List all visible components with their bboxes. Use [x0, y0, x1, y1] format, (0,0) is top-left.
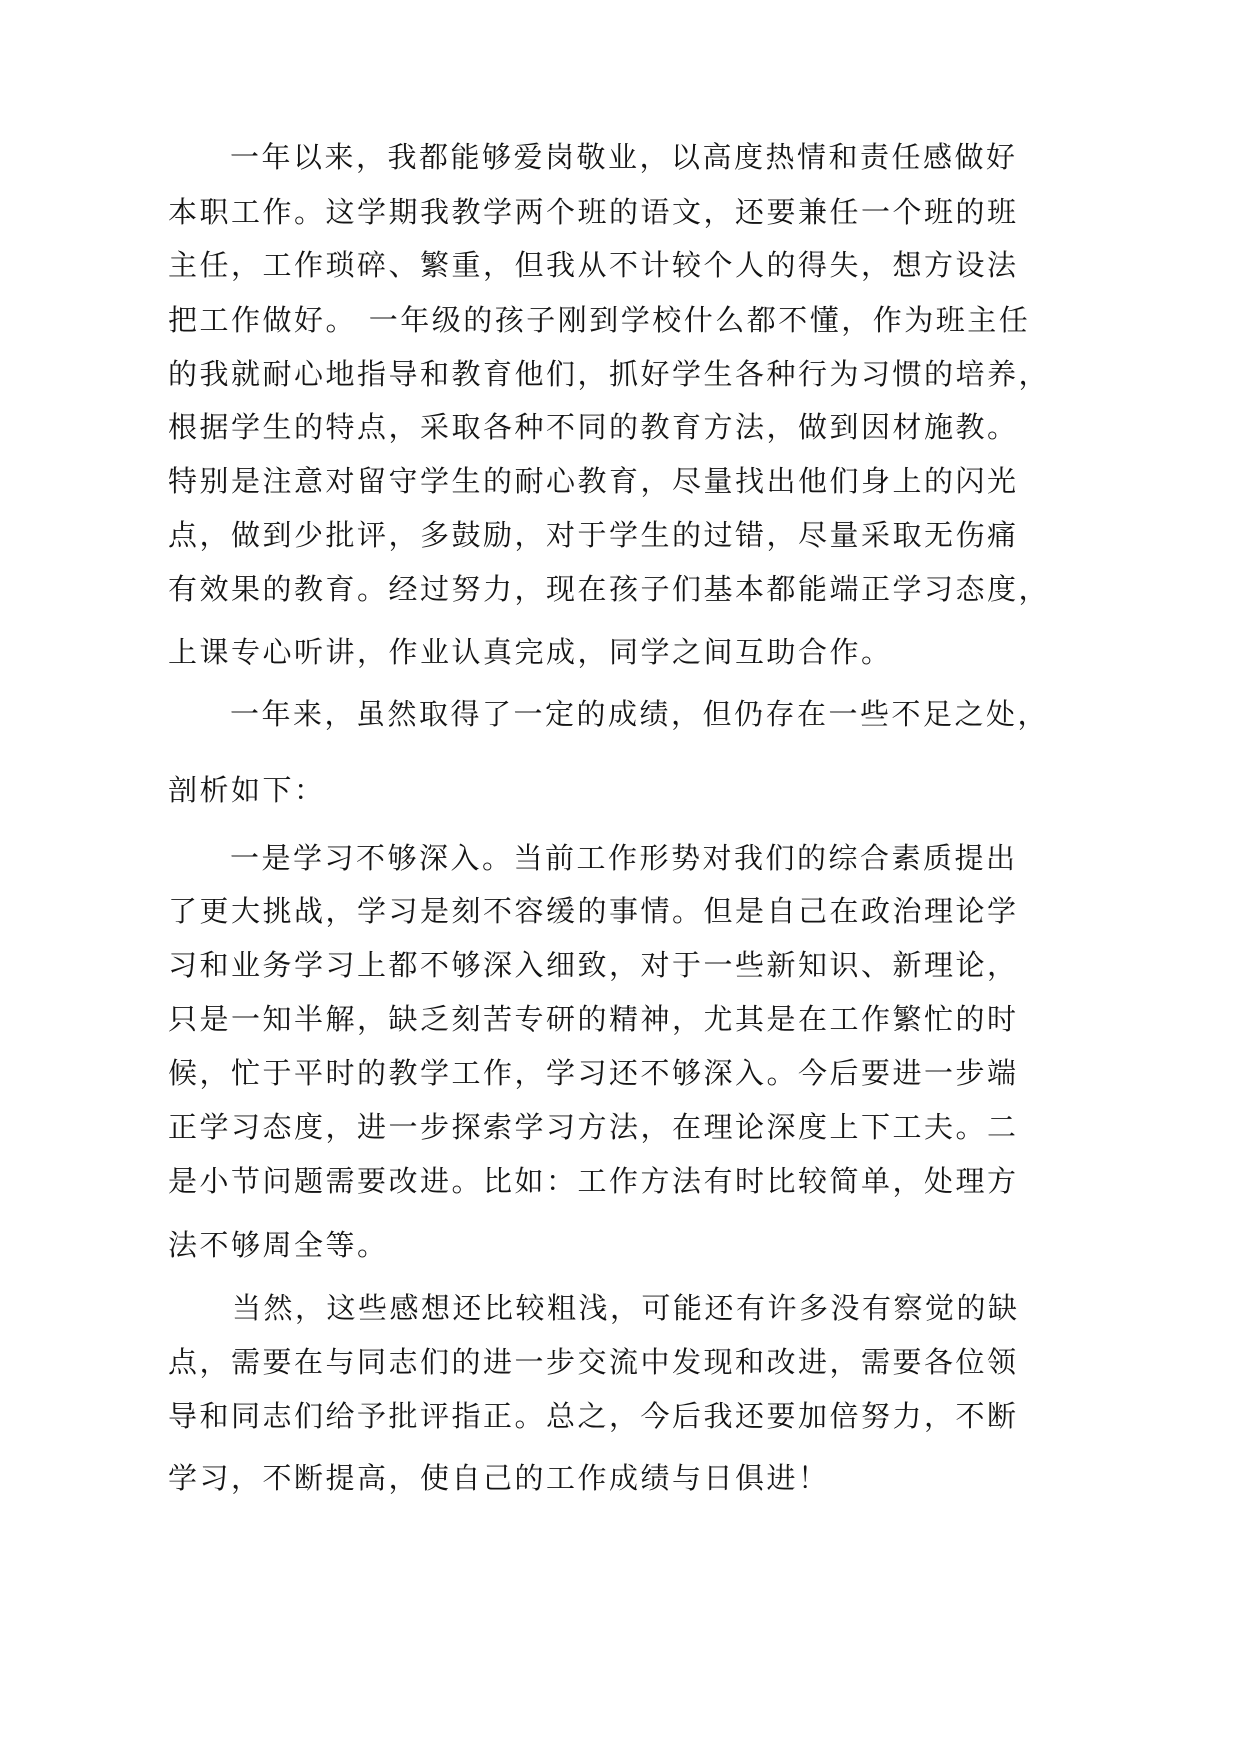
paragraph-line: 的我就耐心地指导和教育他们，抓好学生各种行为习惯的培养， [168, 357, 1051, 391]
paragraph-line: 根据学生的特点，采取各种不同的教育方法，做到因材施教。 [168, 410, 1019, 444]
paragraph-line: 只是一知半解，缺乏刻苦专研的精神，尤其是在工作繁忙的时 [168, 1002, 1019, 1036]
paragraph-line: 正学习态度，进一步探索学习方法，在理论深度上下工夫。二 [168, 1110, 1019, 1144]
paragraph-line: 当然，这些感想还比较粗浅，可能还有许多没有察觉的缺 [232, 1291, 1020, 1325]
paragraph-line: 点，需要在与同志们的进一步交流中发现和改进，需要各位领 [168, 1345, 1019, 1379]
paragraph-line: 候，忙于平时的教学工作，学习还不够深入。今后要进一步端 [168, 1056, 1019, 1090]
paragraph-line: 特别是注意对留守学生的耐心教育，尽量找出他们身上的闪光 [168, 464, 1019, 498]
paragraph-line: 剖析如下： [168, 773, 326, 807]
paragraph-line: 点，做到少批评，多鼓励，对于学生的过错，尽量采取无伤痛 [168, 518, 1019, 552]
paragraph-line: 习和业务学习上都不够深入细致，对于一些新知识、新理论， [168, 948, 1019, 982]
paragraph-line: 是小节问题需要改进。比如：工作方法有时比较简单，处理方 [168, 1164, 1019, 1198]
paragraph-line: 把工作做好。 一年级的孩子刚到学校什么都不懂，作为班主任 [168, 303, 1031, 337]
paragraph-line: 本职工作。这学期我教学两个班的语文，还要兼任一个班的班 [168, 195, 1019, 229]
paragraph-line: 主任，工作琐碎、繁重，但我从不计较个人的得失，想方设法 [168, 248, 1019, 282]
paragraph-line: 一是学习不够深入。当前工作形势对我们的综合素质提出 [230, 841, 1018, 875]
paragraph-line: 上课专心听讲，作业认真完成，同学之间互助合作。 [168, 635, 893, 669]
paragraph-line: 法不够周全等。 [168, 1228, 389, 1262]
paragraph-line: 学习，不断提高，使自己的工作成绩与日俱进！ [168, 1461, 830, 1495]
paragraph-line: 有效果的教育。经过努力，现在孩子们基本都能端正学习态度， [168, 572, 1051, 606]
paragraph-line: 了更大挑战，学习是刻不容缓的事情。但是自己在政治理论学 [168, 894, 1019, 928]
paragraph-line: 一年来，虽然取得了一定的成绩，但仍存在一些不足之处， [230, 697, 1050, 731]
paragraph-line: 一年以来，我都能够爱岗敬业，以高度热情和责任感做好 [230, 140, 1018, 174]
paragraph-line: 导和同志们给予批评指正。总之，今后我还要加倍努力，不断 [168, 1399, 1019, 1433]
